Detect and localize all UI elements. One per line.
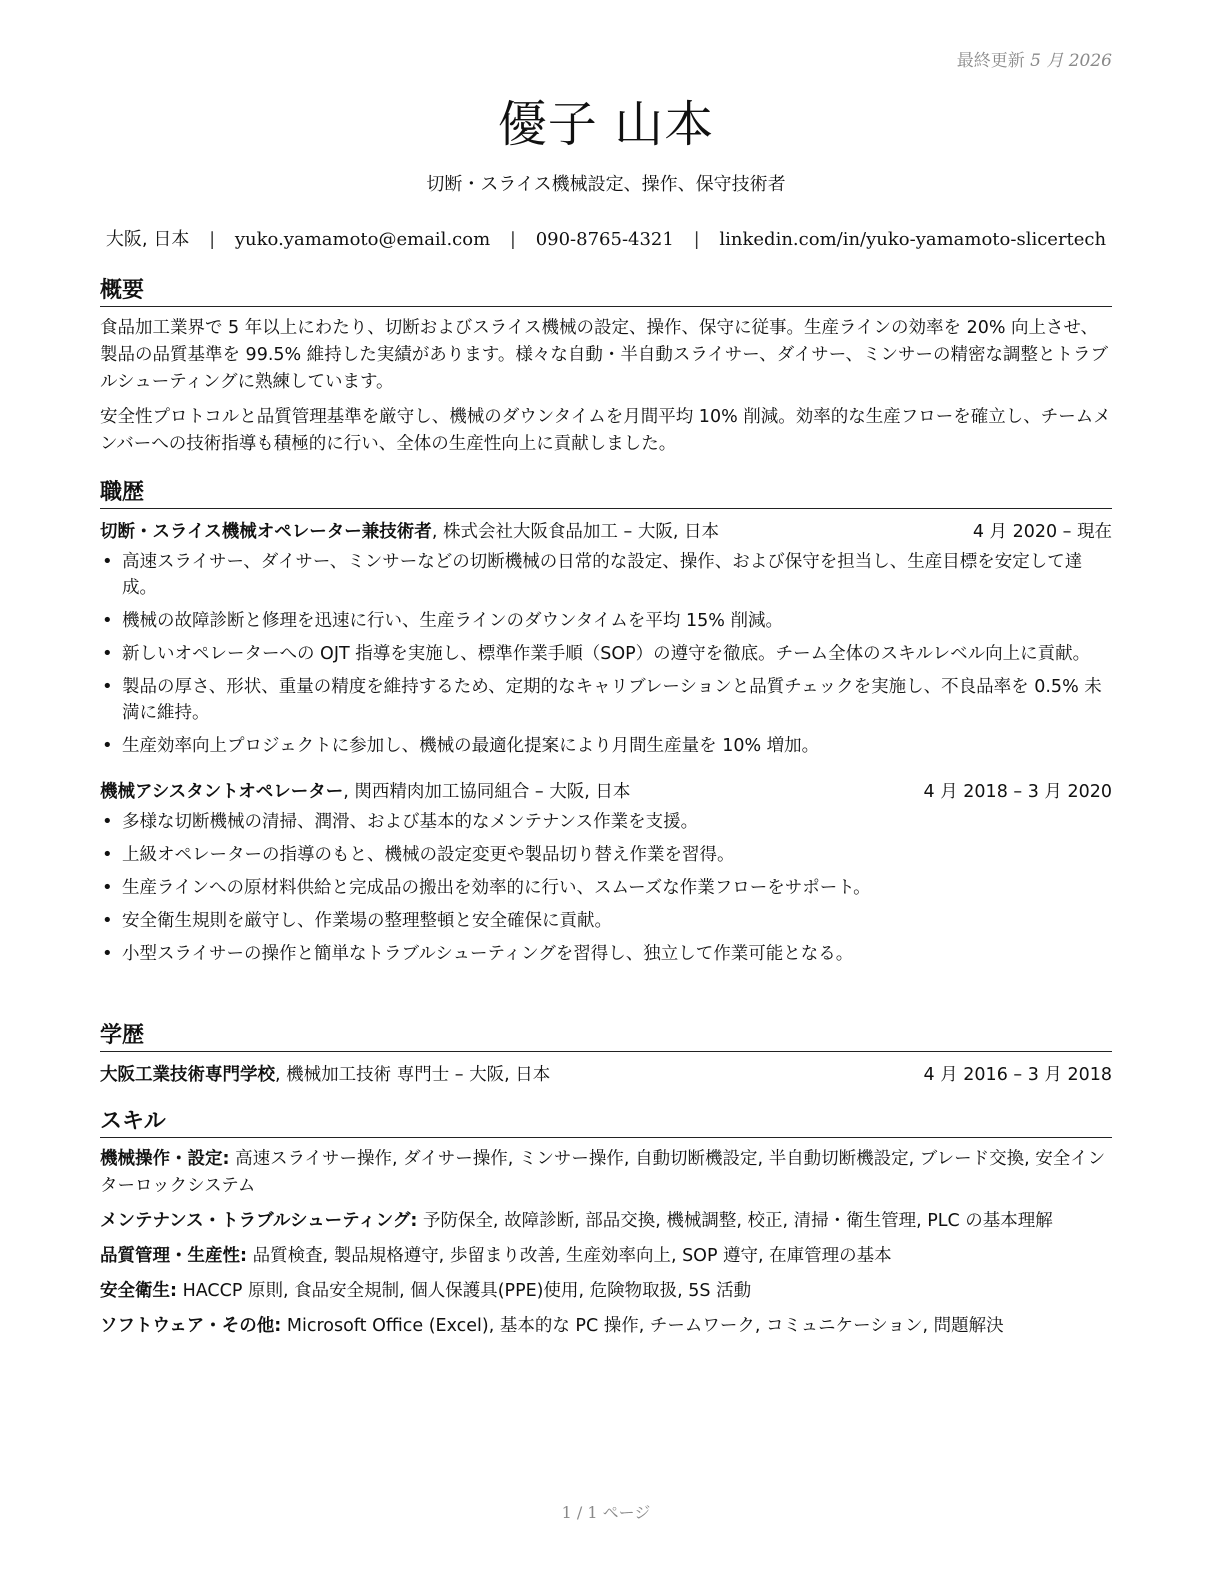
skill-row <box>100 1146 1112 1200</box>
summary-paragraph: 安全性プロトコルと品質管理基準を厳守し、機械のダウンタイムを月間平均 10% 削減。効率的な生産フローを確立し、チームメンバーへの技術指導も積極的に行い、全体の生産性向上に貢献しました。 <box>100 407 1111 454</box>
contact-email[interactable]: yuko.yamamoto@email.com <box>234 229 491 250</box>
skill-text: HACCP 原則, 食品安全規制, 個人保護具(PPE)使用, 危険物取扱, 5S 活動 <box>177 1281 752 1301</box>
job-title: 機械アシスタントオペレーター <box>100 782 344 802</box>
candidate-name: 優子 山本 <box>497 96 715 153</box>
skill-label: ソフトウェア・その他: <box>100 1316 282 1336</box>
skill-row <box>100 1313 1112 1340</box>
job-dates: 4 月 2018 – 3 月 2020 <box>923 782 1112 802</box>
page-number: 1 / 1 ページ <box>561 1503 651 1522</box>
skill-label: 品質管理・生産性: <box>100 1246 247 1266</box>
contact-separator: | <box>693 229 700 250</box>
skill-text: Microsoft Office (Excel), 基本的な PC 操作, チームワーク, コミュニケーション, 問題解決 <box>281 1316 1004 1336</box>
list-item: • 安全衛生規則を厳守し、作業場の整理整頓と安全確保に貢献。 <box>122 908 1112 934</box>
section-title-experience: 職歴 <box>100 478 1112 509</box>
experience-section <box>100 478 1112 974</box>
skill-label: メンテナンス・トラブルシューティング: <box>100 1211 418 1231</box>
skills-section <box>100 1107 1112 1340</box>
section-title-summary: 概要 <box>100 276 1112 307</box>
skill-label: 安全衛生: <box>100 1281 177 1301</box>
education-entry <box>100 1062 1112 1089</box>
job-header <box>100 779 1112 806</box>
job-title: 切断・スライス機械オペレーター兼技術者 <box>100 522 432 542</box>
job-bullets <box>100 809 1112 967</box>
summary-paragraph: 食品加工業界で 5 年以上にわたり、切断およびスライス機械の設定、操作、保守に従事。生産ラインの効率を 20% 向上させ、製品の品質基準を 99.5% 維持した実績があります。様々な自動・半自動スライサー、ダイサー、ミンサーの精密な調整とトラブルシューティングに熟練しています。 <box>100 318 1109 392</box>
last-updated-date: 5 月 2026 <box>1030 51 1112 71</box>
list-item: • 高速スライサー、ダイサー、ミンサーなどの切断機械の日常的な設定、操作、および保守を担当し、生産目標を安定して達成。 <box>122 549 1112 601</box>
education-dates: 4 月 2016 – 3 月 2018 <box>923 1065 1112 1085</box>
last-updated <box>957 46 1112 71</box>
job-org: , 関西精肉加工協同組合 – 大阪, 日本 <box>343 782 631 802</box>
skill-row <box>100 1208 1112 1235</box>
resume-page <box>100 0 1112 1584</box>
skill-row <box>100 1243 1112 1270</box>
contact-linkedin[interactable]: linkedin.com/in/yuko-yamamoto-slicertech <box>719 229 1107 250</box>
skill-text: 高速スライサー操作, ダイサー操作, ミンサー操作, 自動切断機設定, 半自動切断機設定, ブレード交換, 安全インターロックシステム <box>100 1149 1106 1196</box>
list-item: • 製品の厚さ、形状、重量の精度を維持するため、定期的なキャリブレーションと品質チェックを実施し、不良品率を 0.5% 未満に維持。 <box>122 674 1112 726</box>
section-title-skills: スキル <box>100 1107 1112 1138</box>
job-bullets <box>100 549 1112 759</box>
contact-separator: | <box>509 229 516 250</box>
skill-row <box>100 1278 1112 1305</box>
section-title-education: 学歴 <box>100 1021 1112 1052</box>
school-name: 大阪工業技術専門学校 <box>100 1065 275 1085</box>
candidate-tagline: 切断・スライス機械設定、操作、保守技術者 <box>426 174 786 195</box>
list-item: • 上級オペレーターの指導のもと、機械の設定変更や製品切り替え作業を習得。 <box>122 842 1112 868</box>
job-header <box>100 519 1112 546</box>
skill-text: 予防保全, 故障診断, 部品交換, 機械調整, 校正, 清掃・衛生管理, PLC の基本理解 <box>417 1211 1053 1231</box>
list-item: • 機械の故障診断と修理を迅速に行い、生産ラインのダウンタイムを平均 15% 削減。 <box>122 608 1112 634</box>
education-detail: , 機械加工技術 専門士 – 大阪, 日本 <box>275 1065 551 1085</box>
job-dates: 4 月 2020 – 現在 <box>972 522 1112 542</box>
contact-separator: | <box>209 229 216 250</box>
contact-location: 大阪, 日本 <box>105 229 190 250</box>
skill-text: 品質検査, 製品規格遵守, 歩留まり改善, 生産効率向上, SOP 遵守, 在庫管理の基本 <box>247 1246 892 1266</box>
contact-phone[interactable]: 090-8765-4321 <box>535 229 674 250</box>
list-item: • 新しいオペレーターへの OJT 指導を実施し、標準作業手順（SOP）の遵守を徹底。チーム全体のスキルレベル向上に貢献。 <box>122 641 1112 667</box>
summary-section <box>100 276 1112 458</box>
list-item: • 多様な切断機械の清掃、潤滑、および基本的なメンテナンス作業を支援。 <box>122 809 1112 835</box>
education-section <box>100 1021 1112 1089</box>
list-item: • 生産効率向上プロジェクトに参加し、機械の最適化提案により月間生産量を 10% 増加。 <box>122 733 1112 759</box>
list-item: • 小型スライサーの操作と簡単なトラブルシューティングを習得し、独立して作業可能となる。 <box>122 941 1112 967</box>
list-item: • 生産ラインへの原材料供給と完成品の搬出を効率的に行い、スムーズな作業フローをサポート。 <box>122 875 1112 901</box>
skill-label: 機械操作・設定: <box>100 1149 230 1169</box>
last-updated-prefix: 最終更新 <box>956 51 1025 71</box>
job-org: , 株式会社大阪食品加工 – 大阪, 日本 <box>431 522 719 542</box>
contact-line <box>100 225 1112 251</box>
